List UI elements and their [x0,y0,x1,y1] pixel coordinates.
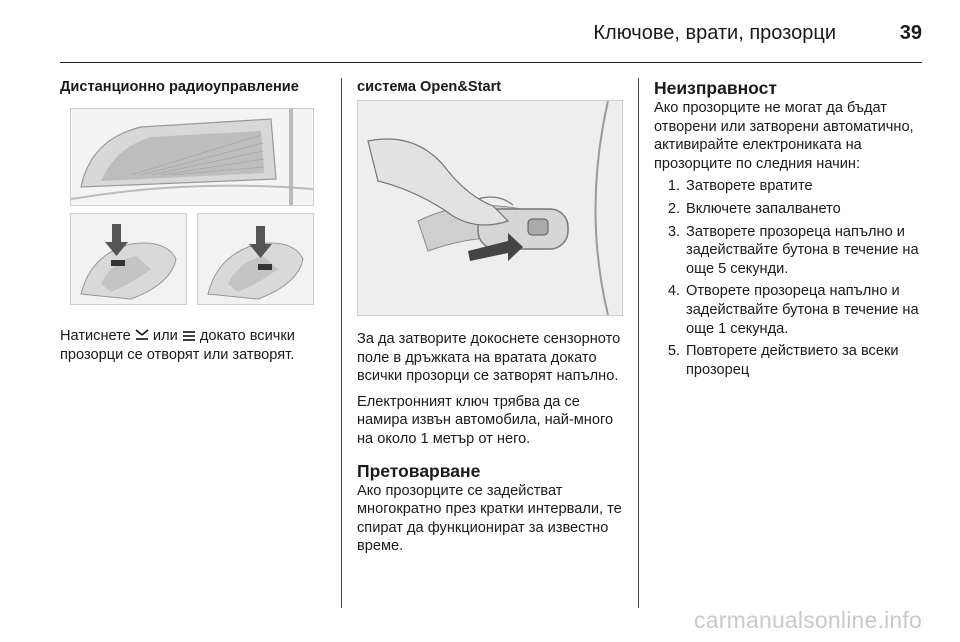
step-number: 2. [667,200,680,217]
remote-control-text [60,327,332,364]
malfunction-heading: Неизправност [654,78,777,98]
list-item [654,200,926,219]
column-divider-1 [341,78,342,608]
step-text: Отворете прозореца напълно и задействайте бутона в течение на още 1 секунда. [686,283,919,337]
list-item [654,282,926,338]
column-remote-control [60,78,330,97]
window-illustration [70,108,314,206]
step-text: Включете запалването [686,200,841,217]
para-before: Натиснете [60,328,131,344]
step-text: Затворете вратите [686,178,813,195]
step-number: 1. [667,178,680,195]
step-text: Затворете прозореца напълно и задействайте бутона в течение на още 5 секунди. [686,223,919,277]
open-start-heading: система Open&Start [357,79,502,95]
open-start-para-1: За да затворите докоснете сензорното поле в дръжката на вратата докато всички прозорци се затворят напълно. [357,331,621,385]
open-start-para-2: Електронният ключ трябва да се намира извън автомобила, най-много на около 1 метър от него. [357,393,614,447]
key-fob-close-illustration [197,213,314,305]
key-fob-open-illustration [70,213,187,305]
para-after: докато всички прозорци се отворят или затворят. [60,328,295,363]
list-item [654,223,926,279]
para-or: или [152,328,178,344]
remote-control-heading: Дистанционно радиоуправление [60,79,299,95]
page-number: 39 [899,22,922,44]
open-start-text [357,330,631,556]
malfunction-steps [654,177,926,379]
list-item [654,177,926,196]
watermark: carmanualsonline.info [694,607,922,633]
remote-control-paragraph [60,327,332,364]
door-handle-illustration [357,100,623,316]
list-item [654,342,926,379]
malfunction-intro: Ако прозорците не могат да бъдат отворени или затворени автоматично, активирайте електрониката на прозорците по следния начин: [654,100,914,172]
step-number: 3. [667,223,680,240]
step-number: 4. [667,283,680,300]
step-number: 5. [667,343,680,360]
column-malfunction [654,78,926,383]
window-close-icon [182,328,196,340]
window-open-icon [135,328,149,340]
step-text: Повторете действието за всеки прозорец [686,343,899,378]
overload-paragraph: Ако прозорците се задействат многократно през кратки интервали, те спират да функционират за известно време. [357,482,622,555]
page-header-title: Ключове, врати, прозорци [593,22,836,44]
overload-heading: Претоварване [357,460,481,481]
column-open-start [357,78,629,97]
column-divider-2 [638,78,639,608]
header-rule [60,62,922,63]
